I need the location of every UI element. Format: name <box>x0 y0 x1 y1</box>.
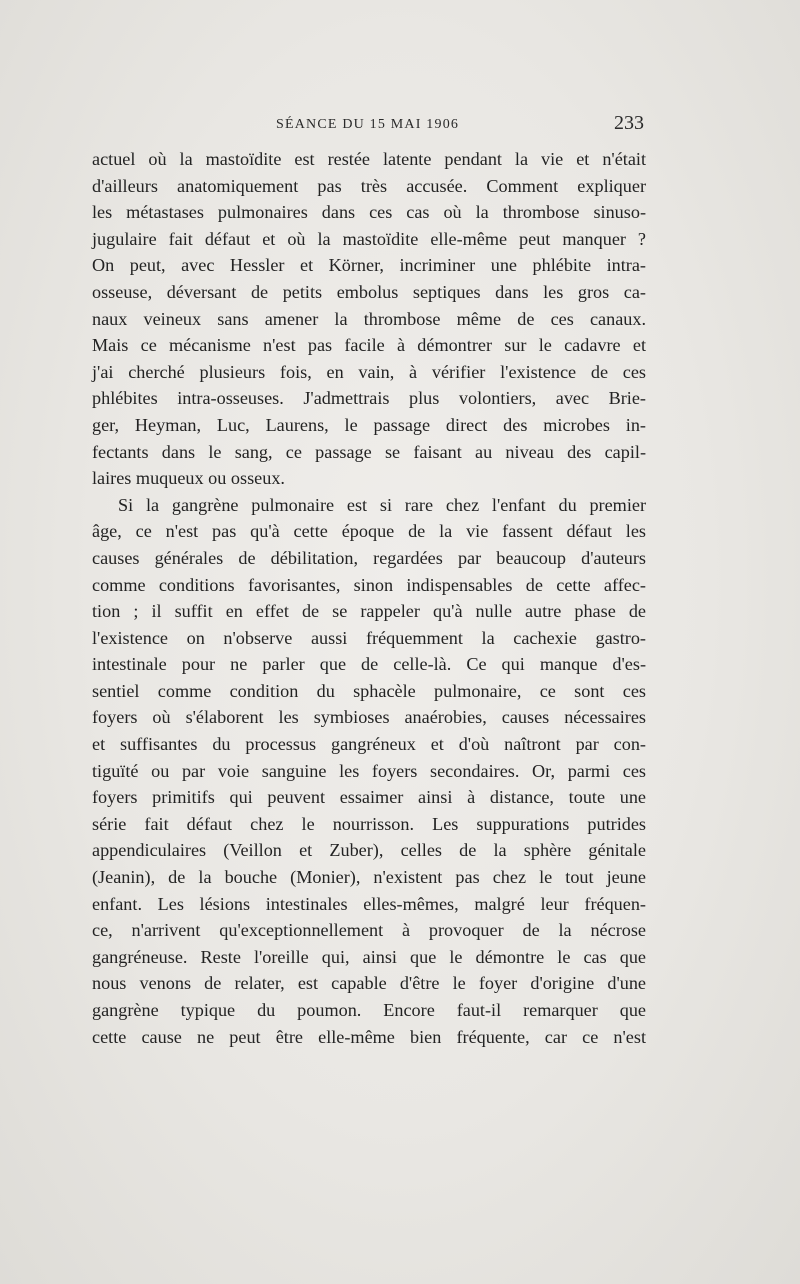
text-line: sentiel comme condition du sphacèle pulmonaire, ce sont ces <box>92 680 646 701</box>
text-line: enfant. Les lésions intestinales elles-mêmes, malgré leur fréquen- <box>92 893 646 914</box>
text-line: fectants dans le sang, ce passage se faisant au niveau des capil- <box>92 441 646 462</box>
text-line: d'ailleurs anatomiquement pas très accusée. Comment expliquer <box>92 175 646 196</box>
text-line: ce, n'arrivent qu'exceptionnellement à provoquer de la nécrose <box>92 920 646 941</box>
text-line: On peut, avec Hessler et Körner, incriminer une phlébite intra- <box>92 255 646 276</box>
text-line: tion ; il suffit en effet de se rappeler qu'à nulle autre phase de <box>92 601 646 622</box>
page-body <box>92 146 646 1050</box>
text-line: laires muqueux ou osseux. <box>92 468 285 489</box>
text-line: tiguïté ou par voie sanguine les foyers secondaires. Or, parmi ces <box>92 760 646 781</box>
running-title: SÉANCE DU 15 MAI 1906 <box>276 117 460 132</box>
text-line: âge, ce n'est pas qu'à cette époque de la vie fassent défaut les <box>92 521 646 542</box>
running-header <box>276 114 648 140</box>
text-line: foyers où s'élaborent les symbioses anaérobies, causes nécessaires <box>92 707 646 728</box>
text-line: (Jeanin), de la bouche (Monier), n'existent pas chez le tout jeune <box>92 867 646 888</box>
text-line: gangrène typique du poumon. Encore faut-il remarquer que <box>92 1000 646 1020</box>
text-line: ger, Heyman, Luc, Laurens, le passage direct des microbes in- <box>92 414 646 435</box>
text-line: les métastases pulmonaires dans ces cas où la thrombose sinuso- <box>92 202 646 223</box>
paragraph-2 <box>92 492 646 1050</box>
text-line: Mais ce mécanisme n'est pas facile à démontrer sur le cadavre et <box>92 335 646 356</box>
text-line: série fait défaut chez le nourrisson. Les suppurations putrides <box>92 813 646 834</box>
text-line: et suffisantes du processus gangréneux et d'où naîtront par con- <box>92 734 646 755</box>
text-line: phlébites intra-osseuses. J'admettrais plus volontiers, avec Brie- <box>92 388 646 409</box>
text-line: gangréneuse. Reste l'oreille qui, ainsi que le démontre le cas que <box>92 946 646 967</box>
text-line: naux veineux sans amener la thrombose même de ces canaux. <box>92 308 646 329</box>
text-line: nous venons de relater, est capable d'être le foyer d'origine d'une <box>92 973 646 994</box>
text-line: jugulaire fait défaut et où la mastoïdite elle-même peut manquer ? <box>92 228 646 249</box>
text-line: j'ai cherché plusieurs fois, en vain, à vérifier l'existence de ces <box>92 361 646 382</box>
text-line: foyers primitifs qui peuvent essaimer ainsi à distance, toute une <box>92 787 646 808</box>
text-line: cette cause ne peut être elle-même bien fréquente, car ce n'est <box>92 1026 646 1047</box>
text-line: l'existence on n'observe aussi fréquemment la cachexie gastro- <box>92 627 646 648</box>
paragraph-1 <box>92 146 646 492</box>
text-line: actuel où la mastoïdite est restée latente pendant la vie et n'était <box>92 149 646 169</box>
page-number: 233 <box>614 112 644 134</box>
text-line: osseuse, déversant de petits embolus septiques dans les gros ca- <box>92 281 646 302</box>
text-line: appendiculaires (Veillon et Zuber), celles de la sphère génitale <box>92 840 646 861</box>
text-line: intestinale pour ne parler que de celle-là. Ce qui manque d'es- <box>92 654 646 675</box>
text-line: comme conditions favorisantes, sinon indispensables de cette affec- <box>92 574 646 595</box>
text-line: causes générales de débilitation, regardées par beaucoup d'auteurs <box>92 547 646 568</box>
text-line: Si la gangrène pulmonaire est si rare chez l'enfant du premier <box>118 494 646 515</box>
